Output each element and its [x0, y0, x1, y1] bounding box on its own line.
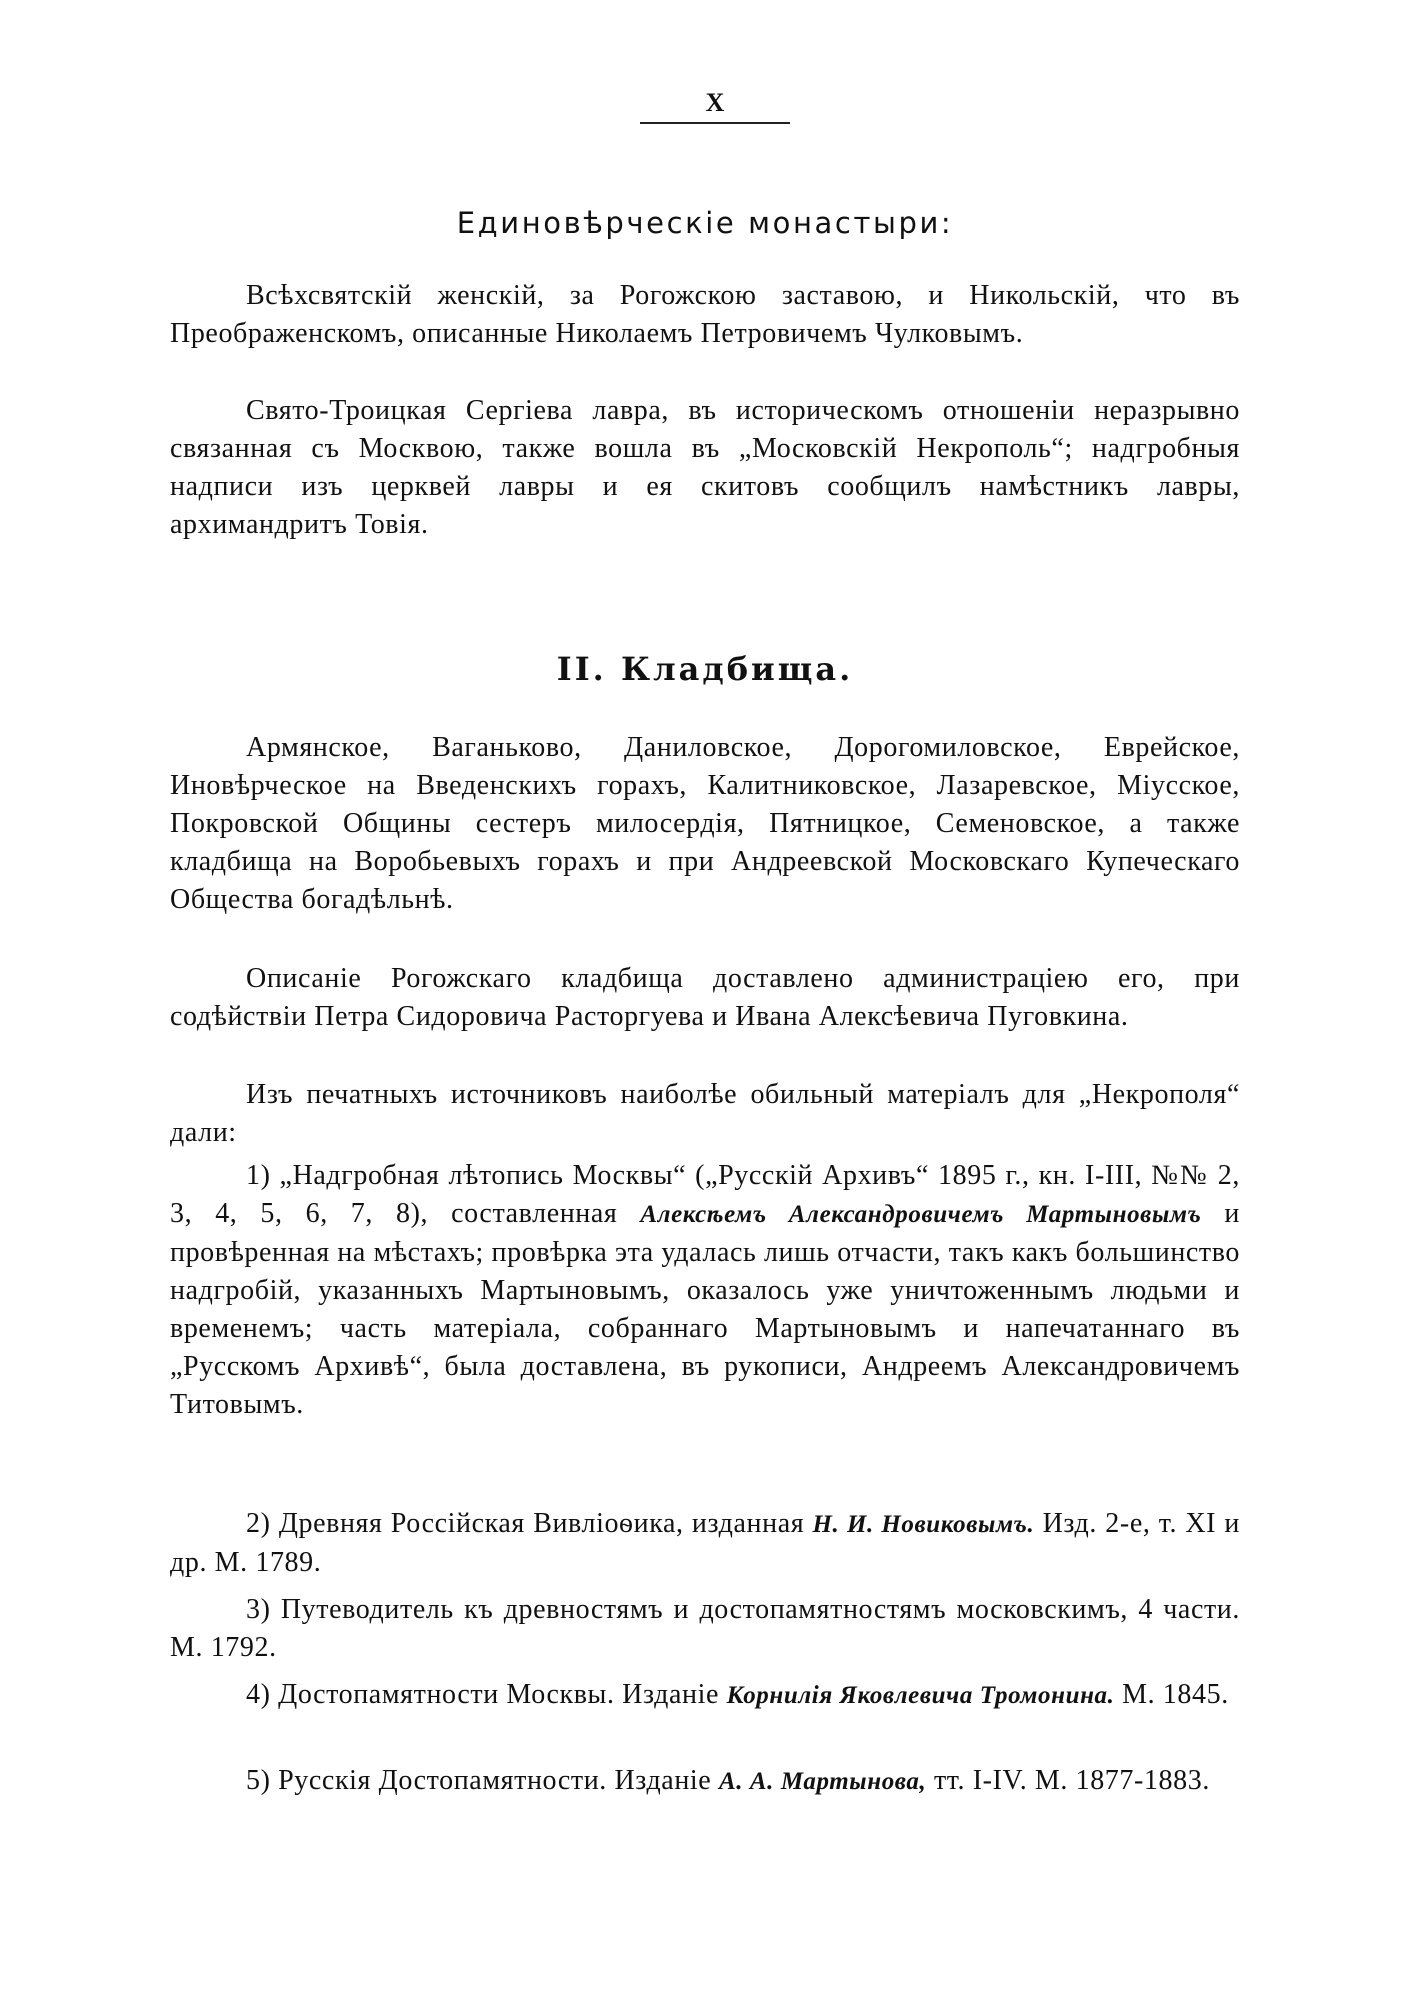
source-2-text-b: Изд. 2-е, т. XI и др. М. 1789. [170, 1508, 1240, 1578]
source-2-author: Н. И. Новиковымъ. [812, 1511, 1035, 1538]
source-3: 3) Путеводитель къ древностямъ и достопамятностямъ московскимъ, 4 части. М. 1792. [170, 1594, 1240, 1663]
page-number-text: X [705, 88, 725, 117]
source-4 [170, 1676, 1240, 1715]
source-1-text-a: 1) „Надгробная лѣтопись Москвы“ („Русскій Архивъ“ 1895 г., кн. I-III, №№ 2, 3, 4, 5, 6, 7, 8), составленная [170, 1160, 1240, 1229]
source-5-text-a: 5) Русскія Достопамятности. Изданіе [246, 1765, 719, 1796]
page-number [640, 88, 790, 118]
source-5-text-b: тт. I-IV. М. 1877-1883. [926, 1765, 1210, 1796]
source-2-text-a: 2) Древняя Россійская Вивліоѳика, изданная [246, 1508, 813, 1539]
cemeteries-paragraph-1: Армянское, Ваганьково, Даниловское, Дорогомиловское, Еврейское, Иновѣрческое на Введенскихъ горахъ, Калитниковское, Лазаревское, Міусское, Покровской Общины сестеръ милосердія, Пятницкое, Семеновское, а также кладбища на Воробьевыхъ горахъ и при Андреевской Московскаго Купеческаго Общества богадѣльнѣ. [170, 732, 1240, 915]
cemeteries-paragraph-3: Изъ печатныхъ источниковъ наиболѣе обильный матеріалъ для „Некрополя“ дали: [170, 1079, 1240, 1148]
source-4-text-b: М. 1845. [1114, 1679, 1229, 1710]
source-4-author: Корнилія Яковлевича Тромонина. [726, 1682, 1115, 1709]
source-1 [170, 1157, 1240, 1424]
monasteries-heading: Единовѣрческіе монастыри: [456, 206, 954, 240]
monasteries-paragraph-1: Всѣхсвятскій женскій, за Рогожскою заставою, и Никольскій, что въ Преображенскомъ, описанные Николаемъ Петровичемъ Чулковымъ. [170, 280, 1240, 349]
source-1-text-b: и провѣренная на мѣстахъ; провѣрка эта удалась лишь отчасти, такъ какъ большинство надгробій, указанныхъ Мартыновымъ, оказалось уже уничтоженнымъ людьми и временемъ; часть матеріала, собраннаго Мартыновымъ и напечатаннаго въ „Русскомъ Архивѣ“, была доставлена, въ рукописи, Андреемъ Александровичемъ Титовымъ. [170, 1198, 1240, 1420]
source-5 [170, 1762, 1240, 1801]
source-5-author: А. А. Мартынова, [718, 1768, 927, 1795]
monasteries-paragraph-2: Свято-Троицкая Сергіева лавра, въ историческомъ отношеніи неразрывно связанная съ Москвою, также вошла въ „Московскій Некрополь“; надгробныя надписи изъ церквей лавры и ея скитовъ сообщилъ намѣстникъ лавры, архимандритъ Товія. [170, 395, 1240, 540]
source-2 [170, 1505, 1240, 1582]
source-1-author: Алексѣемъ Александровичемъ Мартыновымъ [640, 1201, 1202, 1228]
section-title-cemeteries: II. Кладбища. [556, 650, 854, 688]
cemeteries-paragraph-2: Описаніе Рогожскаго кладбища доставлено администраціею его, при содѣйствіи Петра Сидоровича Расторгуева и Ивана Алексѣевича Пуговкина. [170, 963, 1240, 1032]
page-number-rule [640, 122, 790, 124]
source-4-text-a: 4) Достопамятности Москвы. Изданіе [246, 1679, 727, 1710]
